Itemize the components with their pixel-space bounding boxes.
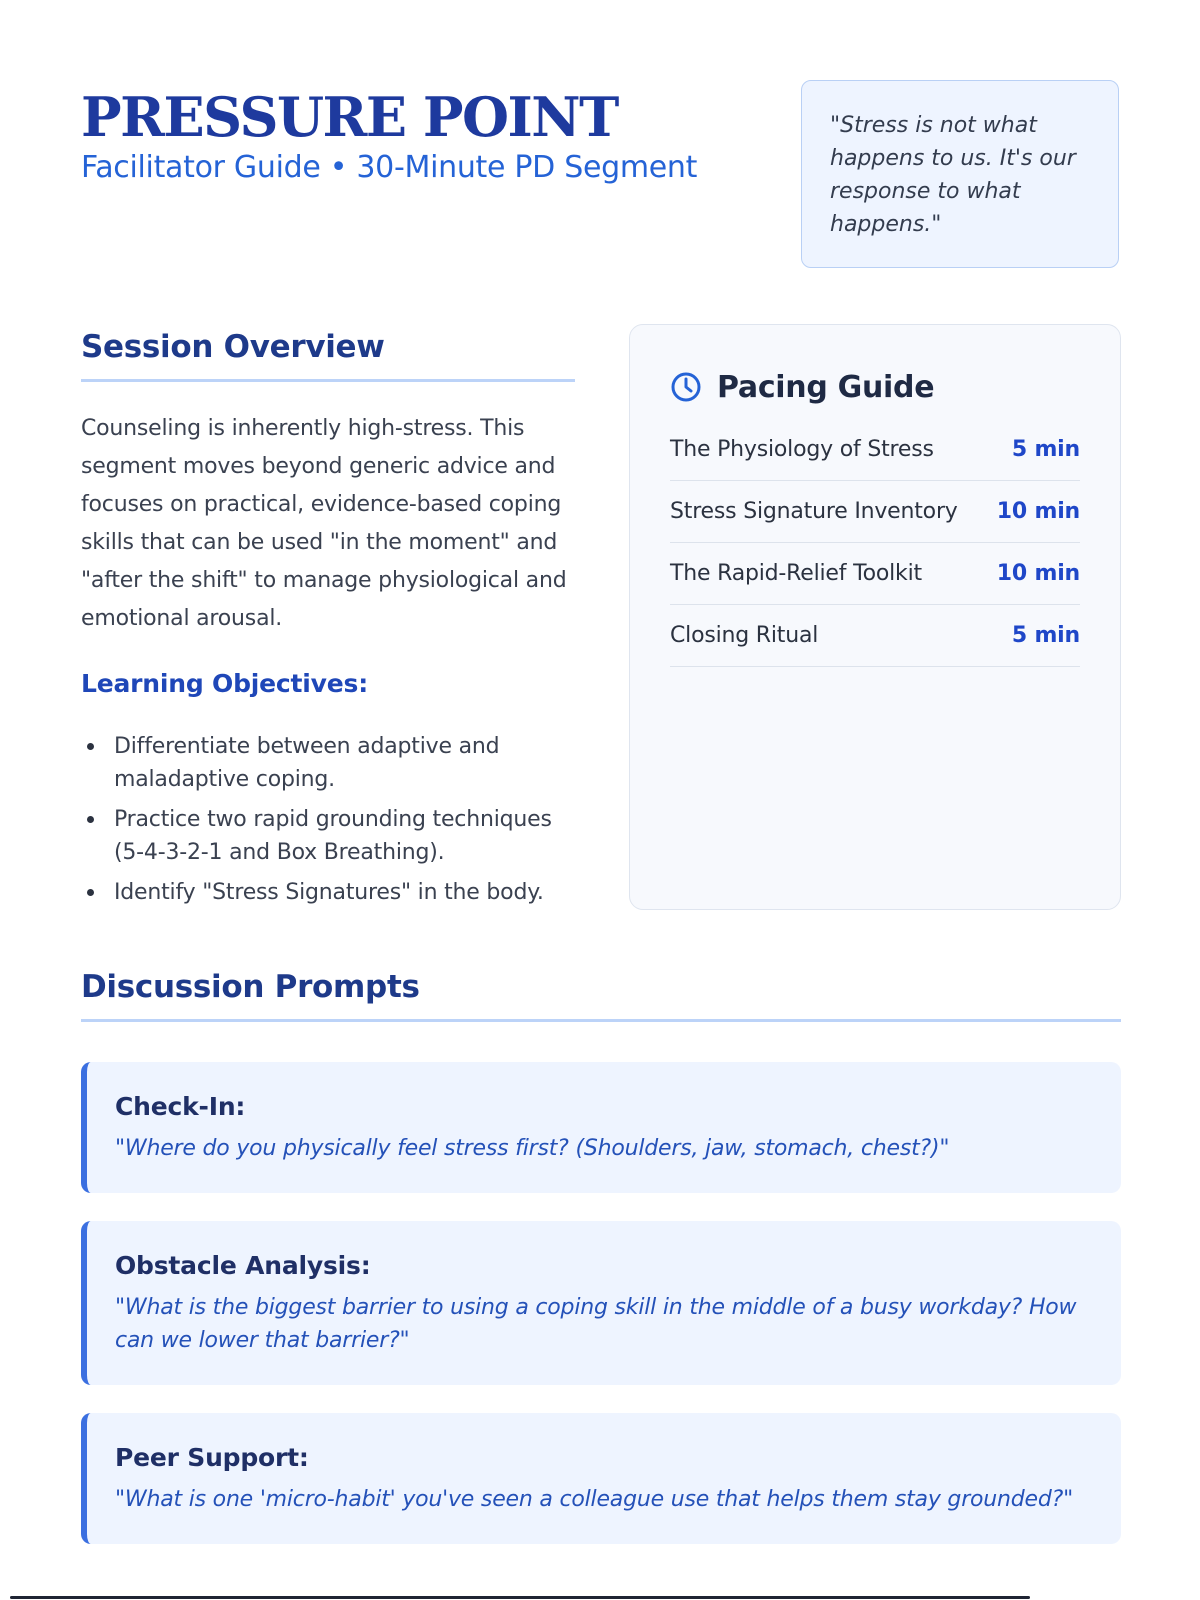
pacing-item-label: The Rapid-Relief Toolkit [670,561,922,586]
prompt-text: "What is the biggest barrier to using a coping skill in the middle of a busy workday? How can we lower that barrier?" [115,1295,1077,1353]
prompt-card [81,1221,1121,1385]
prompt-card [81,1413,1121,1544]
prompt-label: Peer Support: [115,1443,309,1472]
pacing-guide-header [670,367,1080,407]
section-divider [81,1019,1121,1022]
pacing-item-time: 10 min [996,561,1080,586]
clock-icon [670,371,702,403]
pacing-item-time: 10 min [996,499,1080,524]
list-item [81,730,575,796]
prompt-label: Obstacle Analysis: [115,1251,371,1280]
pacing-item-label: Stress Signature Inventory [670,499,958,524]
bullet-icon [87,889,94,896]
pacing-item-label: Closing Ritual [670,623,819,648]
list-item [81,803,575,869]
session-overview-heading: Session Overview [81,329,385,365]
pacing-item-label: The Physiology of Stress [670,437,934,462]
pacing-row [670,605,1080,667]
pacing-row [670,481,1080,543]
pacing-item-time: 5 min [1011,623,1080,648]
discussion-prompts-heading: Discussion Prompts [81,969,420,1005]
footer-divider [10,1596,1030,1599]
page-subtitle: Facilitator Guide • 30-Minute PD Segment [81,150,698,185]
learning-objectives-list [81,730,575,909]
pacing-row [670,543,1080,605]
prompt-card [81,1062,1121,1193]
page-title: PRESSURE POINT [81,85,618,149]
pacing-row [670,419,1080,481]
session-overview [81,325,575,916]
quote-box: "Stress is not what happens to us. It's our response to what happens." [801,80,1119,268]
section-divider [81,379,575,382]
pacing-guide-card [629,324,1121,910]
prompt-label: Check-In: [115,1092,246,1121]
list-item [81,876,575,909]
objective-text: Differentiate between adaptive and maladaptive coping. [114,734,500,792]
session-overview-text: Counseling is inherently high-stress. This segment moves beyond generic advice and focuses on practical, evidence-based coping skills that can be used "in the moment" and "after the shift" to manage physiological and emotional arousal. [81,416,567,631]
objective-text: Practice two rapid grounding techniques (5-4-3-2-1 and Box Breathing). [114,807,552,865]
bullet-icon [87,743,94,750]
learning-objectives-heading: Learning Objectives: [81,669,368,698]
objective-text: Identify "Stress Signatures" in the body. [114,880,544,905]
prompt-text: "Where do you physically feel stress first? (Shoulders, jaw, stomach, chest?)" [115,1136,950,1161]
pacing-guide-title: Pacing Guide [717,369,935,405]
discussion-prompts [81,965,1121,1544]
pacing-item-time: 5 min [1011,437,1080,462]
pacing-list [670,419,1080,667]
prompt-text: "What is one 'micro-habit' you've seen a colleague use that helps them stay grounded?" [115,1487,1074,1512]
bullet-icon [87,816,94,823]
page-header [81,80,1121,270]
